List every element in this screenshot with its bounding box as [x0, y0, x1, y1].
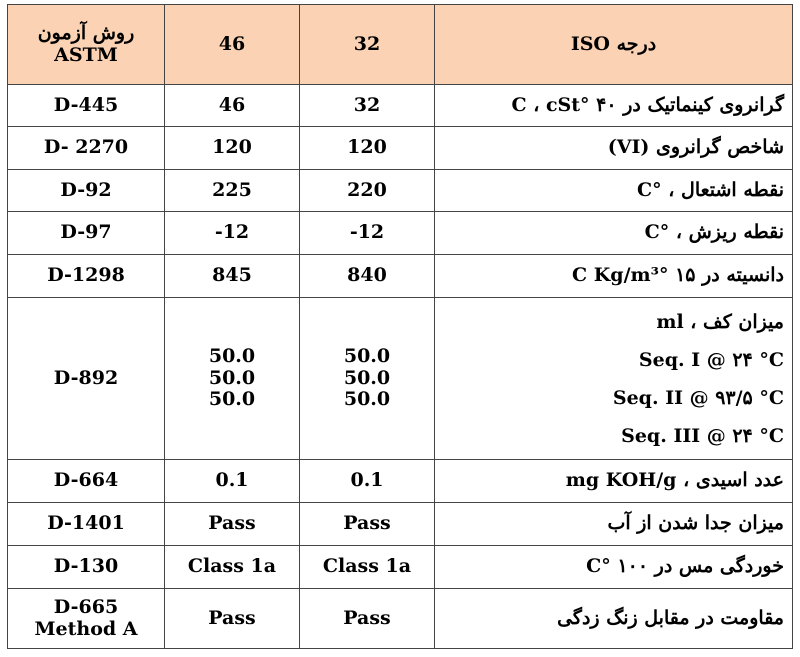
property-cell: خوردگی مس در ۱۰۰ °C: [435, 546, 793, 589]
spec-table: [7, 4, 793, 649]
header-method-line-2: ASTM: [54, 43, 118, 66]
table-row: [8, 255, 793, 298]
table-row: [8, 85, 793, 127]
foam-46-seq-2: 50.0: [208, 366, 256, 389]
header-method: [8, 5, 165, 85]
value-32-cell: Pass: [300, 589, 435, 649]
foam-46-seq-3: 50.0: [208, 388, 256, 411]
property-cell: نقطه اشتعال ، °C: [435, 170, 793, 212]
value-32-cell: 840: [300, 255, 435, 298]
foam-property-seq-2: Seq. II @ ۹۳/۵ °C: [612, 386, 784, 409]
value-32-cell: Pass: [300, 503, 435, 546]
table-row: [8, 546, 793, 589]
property-cell: [435, 298, 793, 460]
property-cell: نقطه ریزش ، °C: [435, 212, 793, 255]
table-row: [8, 460, 793, 503]
value-32-cell: 220: [300, 170, 435, 212]
method-cell: D-1298: [8, 255, 165, 298]
method-cell: D-92: [8, 170, 165, 212]
value-46-cell: 120: [165, 127, 300, 170]
header-method-line-1: روش آزمون: [37, 21, 135, 44]
method-line-2: Method A: [34, 617, 138, 640]
table-row-foam: [8, 298, 793, 460]
method-cell: D-445: [8, 85, 165, 127]
method-cell: D- 2270: [8, 127, 165, 170]
method-cell: D-97: [8, 212, 165, 255]
property-cell: عدد اسیدی ، mg KOH/g: [435, 460, 793, 503]
header-col-32: 32: [300, 5, 435, 85]
value-46-cell: -12: [165, 212, 300, 255]
spec-table-container: [7, 4, 793, 652]
foam-property-seq-3: Seq. III @ ۲۴ °C: [621, 424, 784, 447]
value-46-cell: [165, 298, 300, 460]
value-46-cell: 845: [165, 255, 300, 298]
property-cell: گرانروی کینماتیک در ۴۰ °C ، cSt: [435, 85, 793, 127]
method-cell: D-664: [8, 460, 165, 503]
value-32-cell: -12: [300, 212, 435, 255]
value-32-cell: 120: [300, 127, 435, 170]
value-32-cell: 0.1: [300, 460, 435, 503]
foam-property-seq-1: Seq. I @ ۲۴ °C: [638, 348, 784, 371]
table-row: [8, 170, 793, 212]
table-row: [8, 589, 793, 649]
value-46-cell: Class 1a: [165, 546, 300, 589]
foam-32-seq-3: 50.0: [343, 388, 391, 411]
property-cell: شاخص گرانروی (VI): [435, 127, 793, 170]
method-cell: D-1401: [8, 503, 165, 546]
table-row: [8, 127, 793, 170]
value-32-cell: 32: [300, 85, 435, 127]
value-46-cell: Pass: [165, 503, 300, 546]
foam-property-title: میزان کف ، ml: [656, 310, 784, 333]
foam-46-seq-1: 50.0: [208, 344, 256, 367]
value-32-cell: Class 1a: [300, 546, 435, 589]
method-cell: [8, 589, 165, 649]
property-cell: میزان جدا شدن از آب: [435, 503, 793, 546]
value-46-cell: 225: [165, 170, 300, 212]
property-cell: دانسیته در ۱۵ °C Kg/m³: [435, 255, 793, 298]
foam-32-seq-1: 50.0: [343, 344, 391, 367]
header-property: درجه ISO: [435, 5, 793, 85]
header-col-46: 46: [165, 5, 300, 85]
value-46-cell: 46: [165, 85, 300, 127]
method-line-1: D-665: [53, 595, 119, 618]
method-cell: D-892: [8, 298, 165, 460]
table-row: [8, 212, 793, 255]
property-cell: مقاومت در مقابل زنگ زدگی: [435, 589, 793, 649]
value-46-cell: Pass: [165, 589, 300, 649]
header-row: [8, 5, 793, 85]
value-46-cell: 0.1: [165, 460, 300, 503]
foam-32-seq-2: 50.0: [343, 366, 391, 389]
table-row: [8, 503, 793, 546]
method-cell: D-130: [8, 546, 165, 589]
value-32-cell: [300, 298, 435, 460]
